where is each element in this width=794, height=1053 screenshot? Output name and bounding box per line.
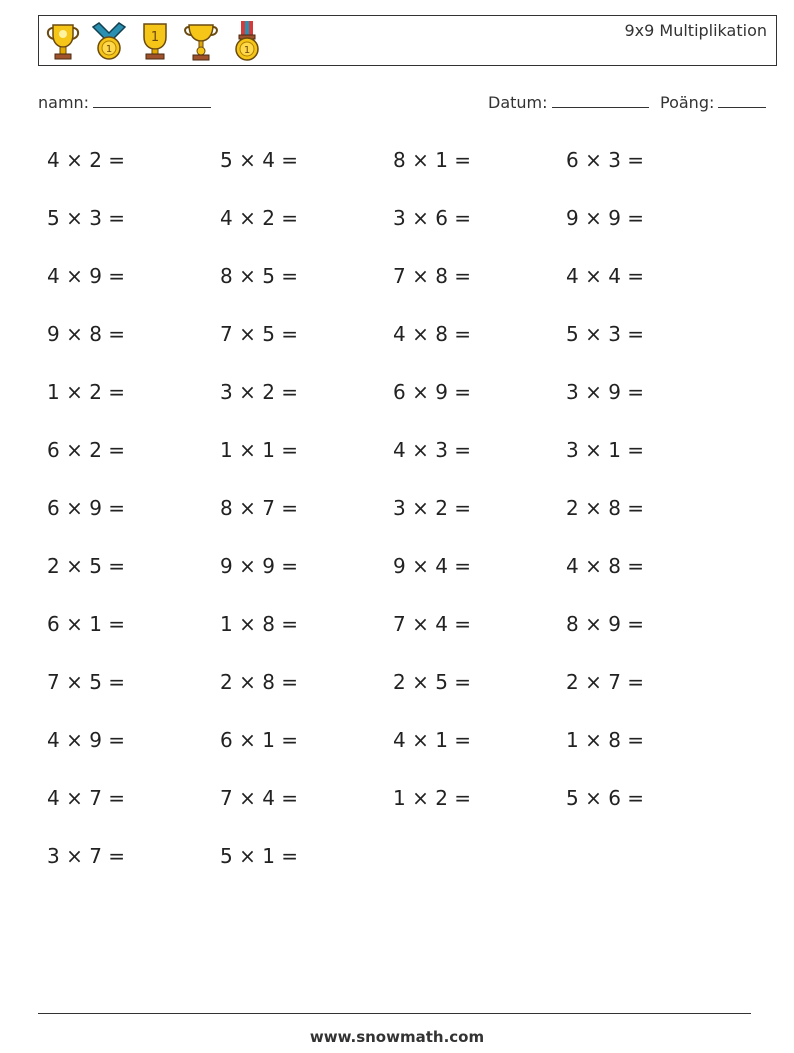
problem-item: 8 × 5 =: [220, 264, 299, 288]
problem-item: 3 × 2 =: [393, 496, 472, 520]
problem-item: 4 × 7 =: [47, 786, 126, 810]
footer-url: www.snowmath.com: [309, 1028, 485, 1046]
problem-item: 6 × 2 =: [47, 438, 126, 462]
cup-number-one-icon: [135, 19, 175, 63]
name-line[interactable]: [93, 93, 211, 108]
problem-item: 2 × 8 =: [566, 496, 645, 520]
icon-strip: [43, 19, 267, 63]
problem-item: 4 × 8 =: [393, 322, 472, 346]
problem-item: 4 × 2 =: [47, 148, 126, 172]
problem-item: 9 × 8 =: [47, 322, 126, 346]
problem-item: 7 × 5 =: [47, 670, 126, 694]
problem-item: 3 × 1 =: [566, 438, 645, 462]
problem-item: 5 × 3 =: [566, 322, 645, 346]
score-label: Poäng:: [660, 93, 715, 112]
worksheet-header: [38, 15, 777, 66]
problem-item: 1 × 2 =: [393, 786, 472, 810]
medal-icon: [227, 19, 267, 63]
svg-text:1: 1: [105, 44, 113, 55]
problem-item: 7 × 5 =: [220, 322, 299, 346]
problem-item: 9 × 9 =: [220, 554, 299, 578]
problem-item: 2 × 5 =: [393, 670, 472, 694]
name-field[interactable]: [38, 93, 211, 112]
footer-divider: [38, 1013, 751, 1014]
problem-item: 4 × 2 =: [220, 206, 299, 230]
problem-item: 8 × 9 =: [566, 612, 645, 636]
problem-item: 1 × 2 =: [47, 380, 126, 404]
svg-text:1: 1: [243, 45, 251, 56]
problem-item: 3 × 2 =: [220, 380, 299, 404]
problem-item: 4 × 1 =: [393, 728, 472, 752]
problem-item: 8 × 7 =: [220, 496, 299, 520]
problem-item: 6 × 3 =: [566, 148, 645, 172]
problem-item: 5 × 1 =: [220, 844, 299, 868]
problem-item: 5 × 6 =: [566, 786, 645, 810]
problem-item: 2 × 8 =: [220, 670, 299, 694]
problem-item: 4 × 9 =: [47, 728, 126, 752]
medal-ribbon-icon: [89, 19, 129, 63]
score-field[interactable]: [660, 93, 766, 112]
problem-item: 5 × 3 =: [47, 206, 126, 230]
problem-item: 6 × 1 =: [47, 612, 126, 636]
problem-item: 7 × 4 =: [393, 612, 472, 636]
problem-item: 7 × 4 =: [220, 786, 299, 810]
date-field[interactable]: [488, 93, 649, 112]
problem-item: 9 × 4 =: [393, 554, 472, 578]
svg-text:1: 1: [150, 30, 160, 45]
problem-item: 6 × 1 =: [220, 728, 299, 752]
problem-item: 7 × 8 =: [393, 264, 472, 288]
problem-item: 1 × 1 =: [220, 438, 299, 462]
problem-item: 5 × 4 =: [220, 148, 299, 172]
worksheet-title: 9x9 Multiplikation: [624, 21, 767, 40]
problem-item: 3 × 7 =: [47, 844, 126, 868]
trophy-icon: [43, 19, 83, 63]
date-line[interactable]: [552, 93, 649, 108]
problem-item: 4 × 9 =: [47, 264, 126, 288]
problem-item: 4 × 3 =: [393, 438, 472, 462]
problem-item: 2 × 5 =: [47, 554, 126, 578]
problem-item: 8 × 1 =: [393, 148, 472, 172]
problem-item: 9 × 9 =: [566, 206, 645, 230]
problem-item: 3 × 6 =: [393, 206, 472, 230]
problem-item: 4 × 8 =: [566, 554, 645, 578]
problem-item: 1 × 8 =: [220, 612, 299, 636]
problem-item: 4 × 4 =: [566, 264, 645, 288]
problem-item: 6 × 9 =: [393, 380, 472, 404]
problem-item: 2 × 7 =: [566, 670, 645, 694]
date-label: Datum:: [488, 93, 548, 112]
problem-item: 6 × 9 =: [47, 496, 126, 520]
score-line[interactable]: [718, 93, 766, 108]
problem-item: 3 × 9 =: [566, 380, 645, 404]
problem-item: 1 × 8 =: [566, 728, 645, 752]
name-label: namn:: [38, 93, 90, 112]
trophy-icon: [181, 19, 221, 63]
